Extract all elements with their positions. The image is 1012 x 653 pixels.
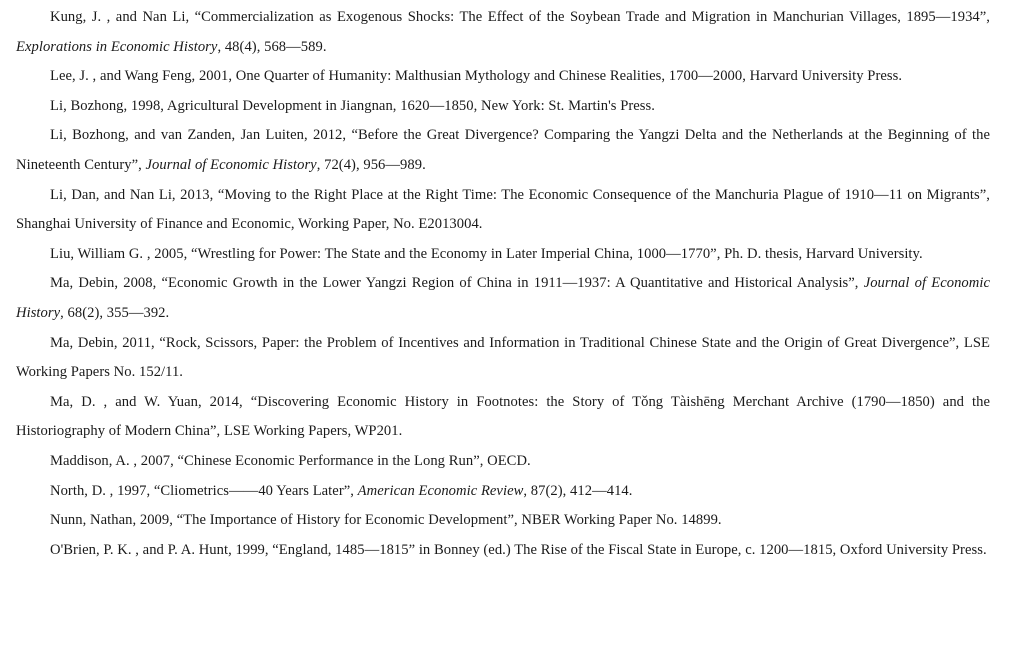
reference-entry xyxy=(16,447,990,477)
reference-text: , 87(2), 412—414. xyxy=(523,482,633,499)
reference-entry xyxy=(16,329,990,388)
reference-text: Journal of Economic History xyxy=(16,275,990,321)
reference-entry xyxy=(16,269,990,328)
reference-text: O'Brien, P. K. , and P. A. Hunt, 1999, “England, 1485—1815” in Bonney (ed.) The Rise of the Fiscal State in Europe, c. 1200—1815, Oxford University Press. xyxy=(50,541,987,558)
reference-text: , 68(2), 355—392. xyxy=(60,304,170,321)
reference-text: , 72(4), 956—989. xyxy=(316,156,426,173)
reference-entry xyxy=(16,92,990,122)
reference-entry xyxy=(16,240,990,270)
reference-entry xyxy=(16,388,990,447)
reference-entry xyxy=(16,536,990,566)
reference-entry xyxy=(16,181,990,240)
reference-text: Li, Bozhong, 1998, Agricultural Development in Jiangnan, 1620—1850, New York: St. Martin's Press. xyxy=(50,97,655,114)
reference-text: Ma, Debin, 2011, “Rock, Scissors, Paper: the Problem of Incentives and Information in Traditional Chinese State and the Origin of Great Divergence”, LSE Working Papers No. 152/11. xyxy=(16,334,990,381)
reference-text: Maddison, A. , 2007, “Chinese Economic Performance in the Long Run”, OECD. xyxy=(50,452,531,469)
reference-text: Ma, Debin, 2008, “Economic Growth in the Lower Yangzi Region of China in 1911—1937: A Quantitative and Historical Analysis”, xyxy=(50,275,864,292)
reference-text: Li, Dan, and Nan Li, 2013, “Moving to the Right Place at the Right Time: The Economic Consequence of the Manchuria Plague of 1910—11 on Migrants”, Shanghai University of Finance and Economic, Working Paper, No. E2013004. xyxy=(16,186,990,233)
reference-entry xyxy=(16,62,990,92)
reference-text: Liu, William G. , 2005, “Wrestling for Power: The State and the Economy in Later Imperial China, 1000—1770”, Ph. D. thesis, Harvard University. xyxy=(50,245,923,262)
reference-text: , 48(4), 568—589. xyxy=(217,38,327,55)
reference-text: Lee, J. , and Wang Feng, 2001, One Quarter of Humanity: Malthusian Mythology and Chinese Realities, 1700—2000, Harvard University Press. xyxy=(50,68,903,85)
reference-text: Explorations in Economic History xyxy=(16,38,218,55)
reference-entry xyxy=(16,506,990,536)
reference-text: North, D. , 1997, “Cliometrics——40 Years Later”, xyxy=(50,482,358,499)
reference-entry xyxy=(16,477,990,507)
reference-entry xyxy=(16,121,990,180)
reference-text: Ma, D. , and W. Yuan, 2014, “Discovering Economic History in Footnotes: the Story of Tǒng Tàishēng Merchant Archive (1790—1850) and the Historiography of Modern China”, LSE Working Papers, WP201. xyxy=(16,393,990,440)
reference-text: Nunn, Nathan, 2009, “The Importance of History for Economic Development”, NBER Working Paper No. 14899. xyxy=(50,512,722,529)
reference-text: Kung, J. , and Nan Li, “Commercialization as Exogenous Shocks: The Effect of the Soybean Trade and Migration in Manchurian Villages, 1895—1934”, xyxy=(50,9,990,25)
reference-entry xyxy=(16,3,990,62)
reference-text: Li, Bozhong, and van Zanden, Jan Luiten, 2012, “Before the Great Divergence? Comparing the Yangzi Delta and the Netherlands at the Beginning of the Nineteenth Century”, xyxy=(16,127,990,173)
reference-text: American Economic Review xyxy=(357,482,524,499)
reference-text: Journal of Economic History xyxy=(145,156,317,173)
